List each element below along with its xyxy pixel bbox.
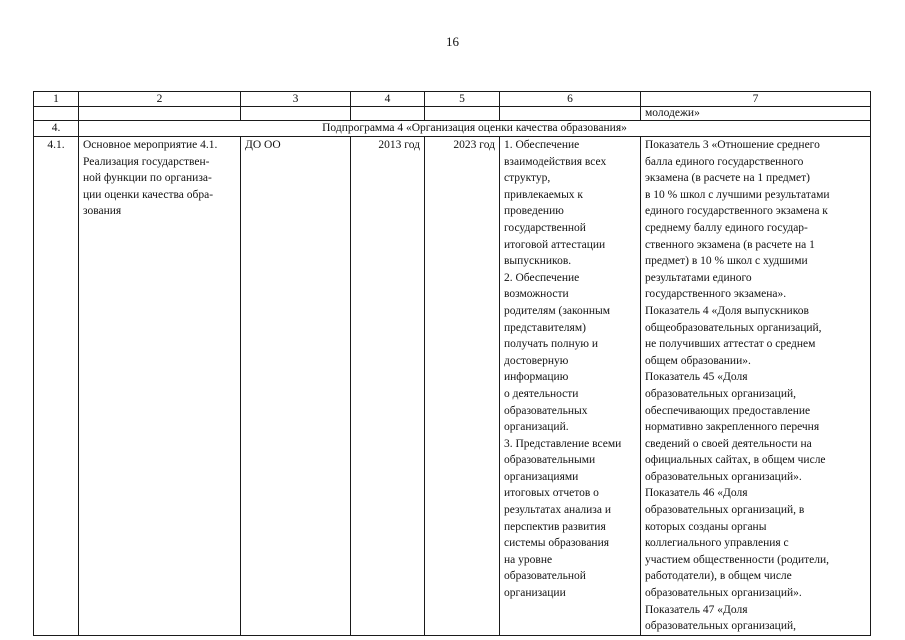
results-line: возможности bbox=[504, 288, 569, 301]
header-col-1: 1 bbox=[34, 92, 79, 107]
indicator-line: общеобразовательных организаций, bbox=[645, 321, 822, 334]
results-line: привлекаемых к bbox=[504, 188, 584, 201]
header-row bbox=[34, 92, 871, 107]
continuation-col7: молодежи» bbox=[641, 107, 871, 121]
results-line: проведению bbox=[504, 205, 564, 218]
results-line: результатах анализа и bbox=[504, 504, 611, 517]
section-title: Подпрограмма 4 «Организация оценки качества образования» bbox=[79, 121, 871, 137]
activity-name-line: ной функции по организа- bbox=[83, 172, 212, 185]
indicator-line: среднему баллу единого государ- bbox=[645, 221, 808, 234]
section-row bbox=[34, 121, 871, 137]
indicator-line: экзамена (в расчете на 1 предмет) bbox=[645, 172, 810, 185]
header-col-6: 6 bbox=[500, 92, 641, 107]
results-line: структур, bbox=[504, 172, 551, 185]
header-col-5: 5 bbox=[425, 92, 500, 107]
indicator-line: коллегиального управления с bbox=[645, 537, 789, 550]
header-col-3: 3 bbox=[241, 92, 351, 107]
header-col-4: 4 bbox=[351, 92, 425, 107]
indicator-line: предмет) в 10 % школ с худшими bbox=[645, 255, 808, 268]
results-line: о деятельности bbox=[504, 387, 579, 400]
row-number: 4.1. bbox=[34, 137, 79, 636]
indicator-line: не получивших аттестат о среднем bbox=[645, 338, 816, 351]
results-line: 3. Представление всеми bbox=[504, 437, 622, 450]
indicator-line: сведений о своей деятельности на bbox=[645, 437, 812, 450]
page-number: 16 bbox=[446, 34, 459, 49]
indicator-line: Показатель 45 «Доля bbox=[645, 371, 748, 384]
indicator-line: которых созданы органы bbox=[645, 520, 767, 533]
results-line: системы образования bbox=[504, 537, 610, 550]
indicator-line: работодатели), в общем числе bbox=[645, 570, 792, 583]
indicator-line: участием общественности (родители, bbox=[645, 553, 830, 566]
indicator-line: образовательных организаций». bbox=[645, 470, 802, 483]
results-line: 2. Обеспечение bbox=[504, 271, 580, 284]
results-line: организациями bbox=[504, 470, 579, 483]
indicator-line: Показатель 3 «Отношение среднего bbox=[645, 139, 820, 151]
indicator-line: Показатель 4 «Доля выпускников bbox=[645, 304, 809, 317]
start-year-cell: 2013 год bbox=[351, 137, 425, 636]
indicator-line: государственного экзамена». bbox=[645, 288, 787, 301]
indicator-line: образовательных организаций». bbox=[645, 587, 802, 600]
indicator-line: балла единого государственного bbox=[645, 155, 804, 168]
section-number: 4. bbox=[34, 121, 79, 137]
results-line: представителям) bbox=[504, 321, 586, 334]
indicator-line: в 10 % школ с лучшими результатами bbox=[645, 188, 830, 201]
results-line: на уровне bbox=[504, 553, 553, 566]
indicator-line: результатами единого bbox=[645, 271, 752, 284]
indicator-line: нормативно закрепленного перечня bbox=[645, 421, 820, 434]
activity-name-line: зования bbox=[83, 205, 122, 218]
indicator-line: образовательных организаций, в bbox=[645, 504, 805, 517]
header-col-7: 7 bbox=[641, 92, 871, 107]
results-line: информацию bbox=[504, 371, 569, 384]
indicator-line: общем образовании». bbox=[645, 354, 751, 367]
end-year-cell: 2023 год bbox=[425, 137, 500, 636]
results-line: образовательных bbox=[504, 404, 588, 417]
results-line: образовательными bbox=[504, 454, 596, 467]
indicator-line: ственного экзамена (в расчете на 1 bbox=[645, 238, 815, 251]
activity-name-cell bbox=[79, 137, 241, 636]
table-row bbox=[34, 137, 871, 636]
results-line: родителям (законным bbox=[504, 304, 611, 317]
results-line: взаимодействия всех bbox=[504, 155, 607, 168]
indicator-line: обеспечивающих предоставление bbox=[645, 404, 811, 417]
results-line: итоговых отчетов о bbox=[504, 487, 599, 500]
results-line: государственной bbox=[504, 221, 586, 234]
activity-name-line: Реализация государствен- bbox=[83, 155, 210, 168]
activity-name-line: ции оценки качества обра- bbox=[83, 188, 214, 201]
results-line: 1. Обеспечение bbox=[504, 139, 580, 151]
header-col-2: 2 bbox=[79, 92, 241, 107]
results-line: достоверную bbox=[504, 354, 569, 367]
results-line: получать полную и bbox=[504, 338, 598, 351]
indicator-line: Показатель 46 «Доля bbox=[645, 487, 748, 500]
results-line: образовательной bbox=[504, 570, 586, 583]
results-line: организаций. bbox=[504, 421, 569, 434]
indicator-line: образовательных организаций, bbox=[645, 620, 796, 633]
results-line: перспектив развития bbox=[504, 520, 606, 533]
indicator-line: официальных сайтах, в общем числе bbox=[645, 454, 826, 467]
results-cell bbox=[500, 137, 641, 636]
indicator-line: Показатель 47 «Доля bbox=[645, 603, 748, 616]
indicator-line: единого государственного экзамена к bbox=[645, 205, 828, 218]
results-line: итоговой аттестации bbox=[504, 238, 606, 251]
indicator-line: образовательных организаций, bbox=[645, 387, 796, 400]
results-line: организации bbox=[504, 587, 566, 600]
continuation-row bbox=[34, 107, 871, 121]
activity-name-line: Основное мероприятие 4.1. bbox=[83, 139, 218, 151]
program-table bbox=[33, 91, 871, 636]
results-line: выпускников. bbox=[504, 255, 572, 268]
indicators-cell bbox=[641, 137, 871, 636]
executor-cell: ДО ОО bbox=[241, 137, 351, 636]
